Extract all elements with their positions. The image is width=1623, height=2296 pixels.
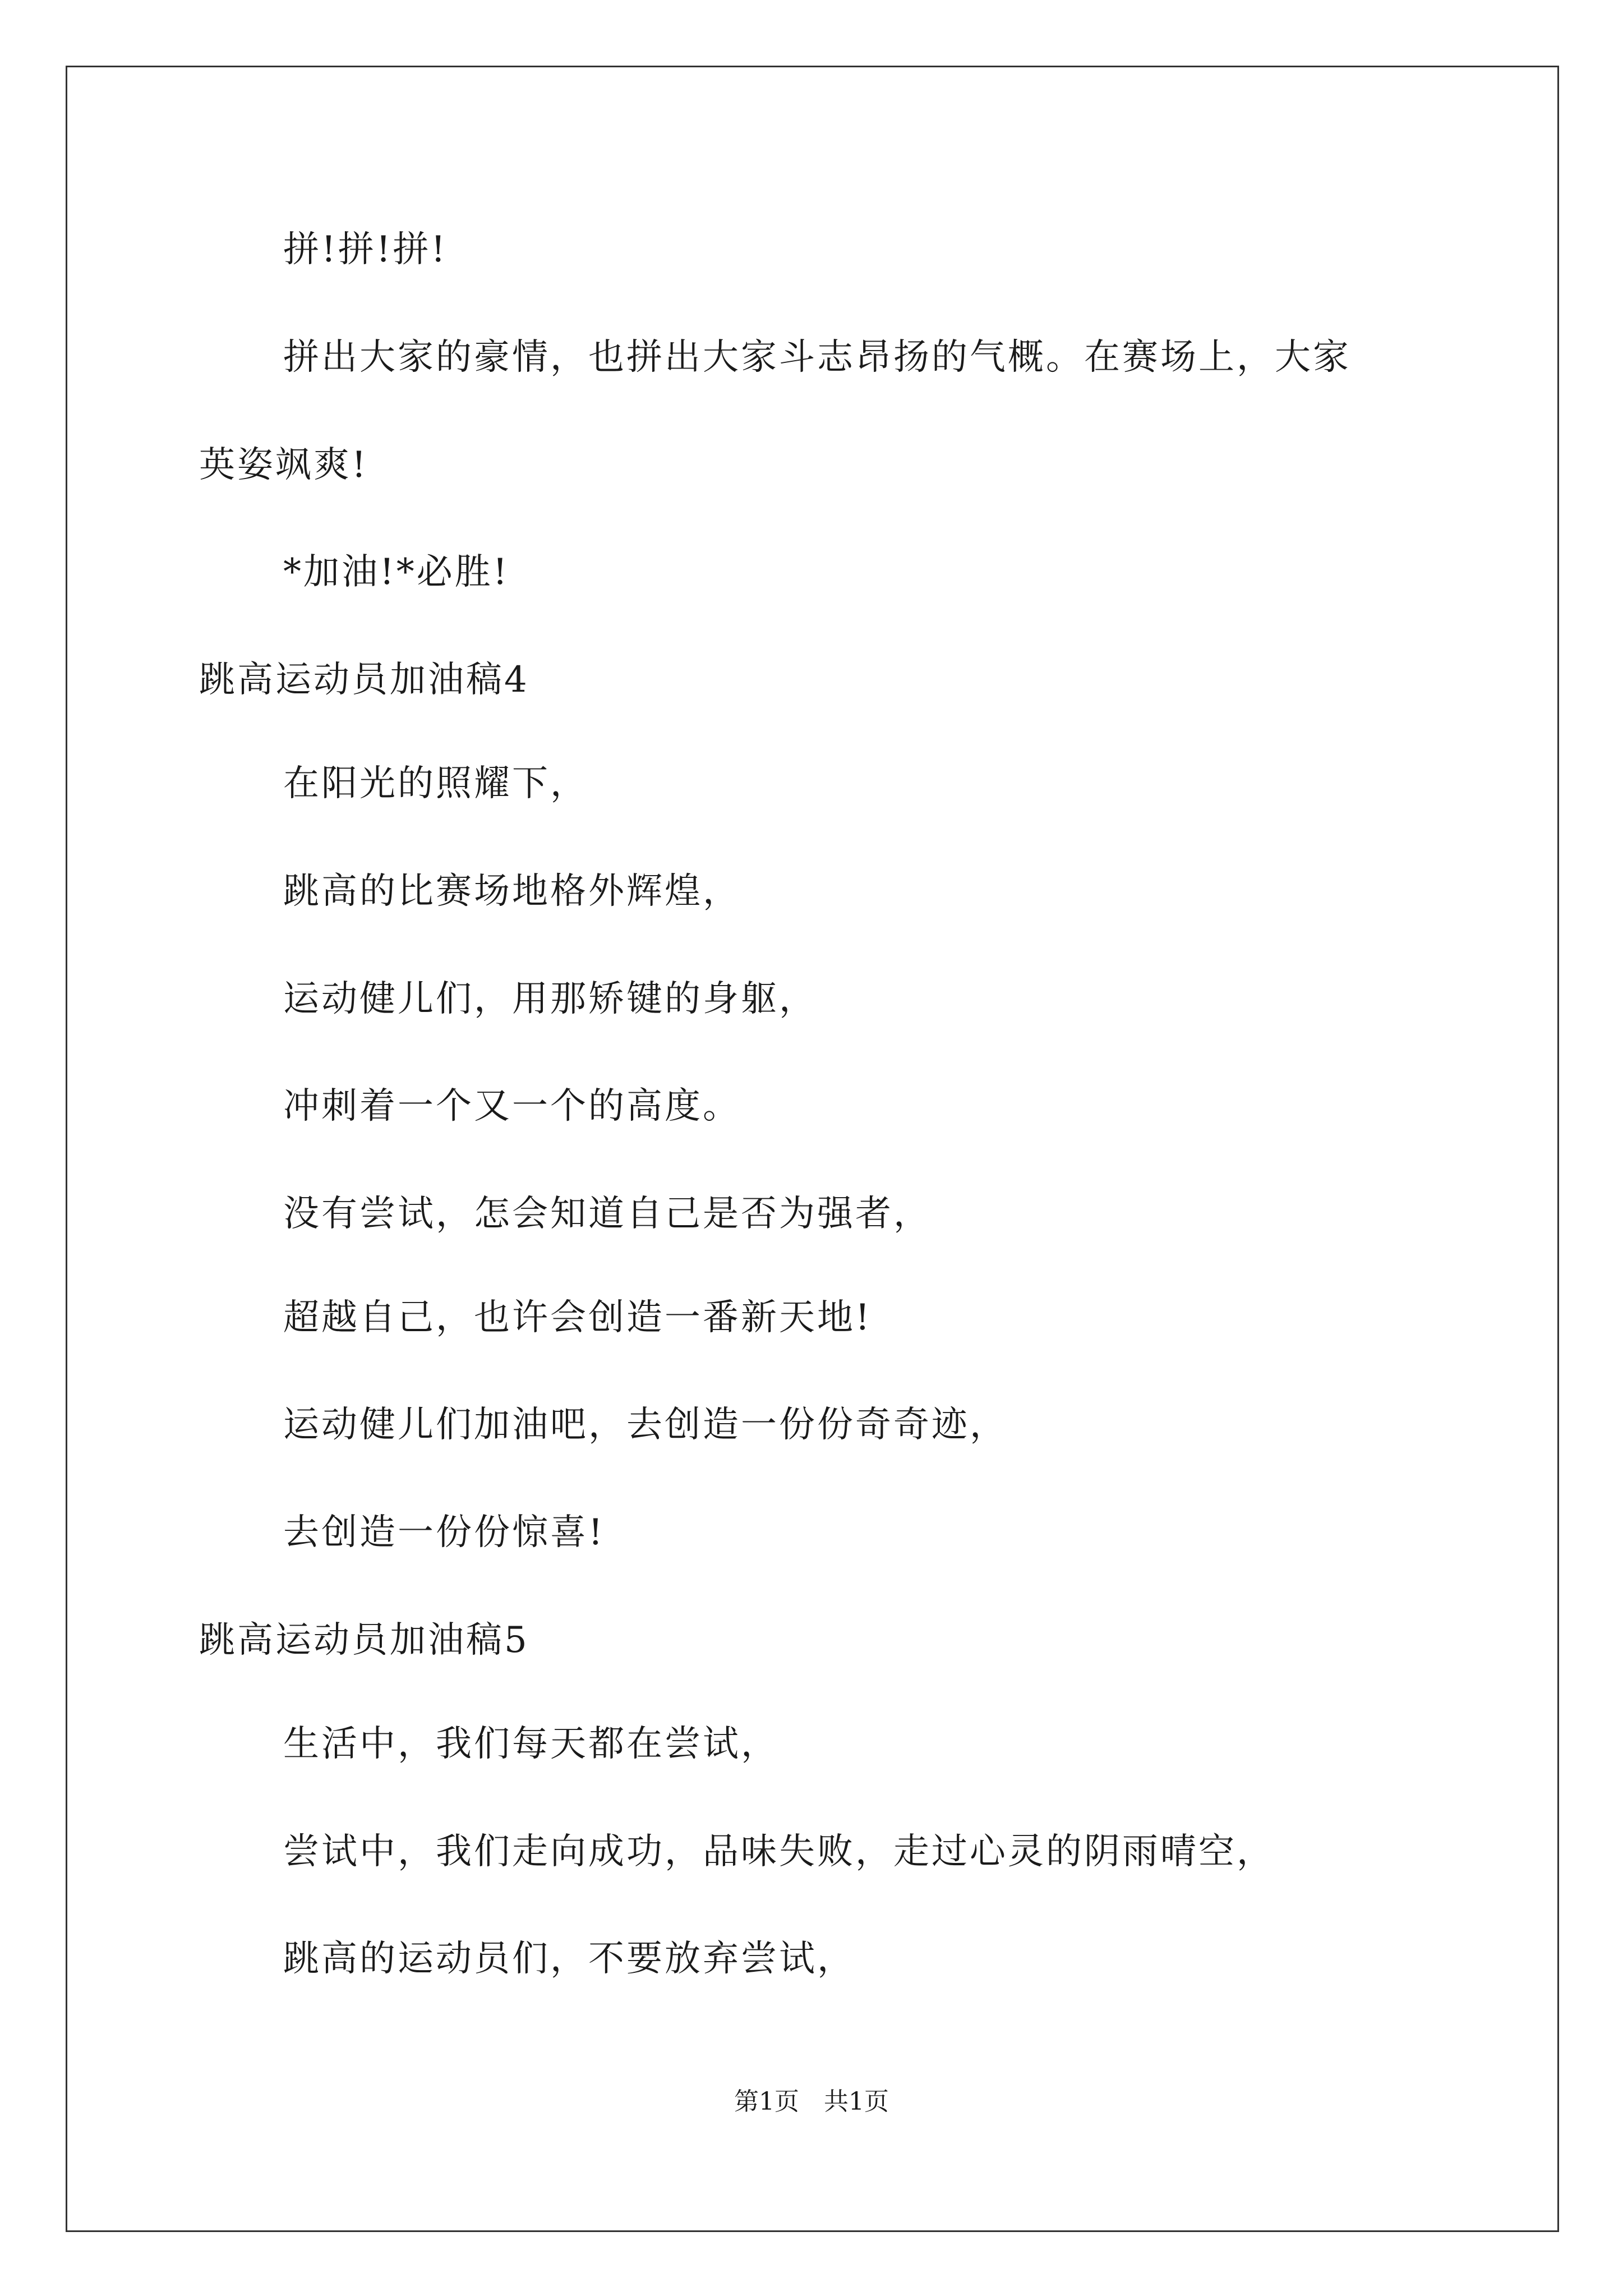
page-number-footer: 第1页 共1页 [734, 2087, 889, 2116]
text-line: 在阳光的照耀下， [283, 763, 588, 804]
text-line: 没有尝试，怎会知道自己是否为强者， [283, 1193, 932, 1235]
text-line: 跳高的运动员们，不要放弃尝试， [283, 1938, 855, 1980]
text-line: 超越自己，也许会创造一番新天地! [283, 1297, 872, 1338]
text-line: 去创造一份份惊喜! [283, 1512, 605, 1553]
text-line: 英姿飒爽! [199, 444, 368, 486]
text-line: 拼出大家的豪情，也拼出大家斗志昂扬的气概。在赛场上，大家 [283, 337, 1351, 378]
text-line: 跳高的比赛场地格外辉煌， [283, 871, 741, 912]
text-line: 拼!拼!拼! [283, 229, 448, 270]
text-line: 尝试中，我们走向成功，品味失败，走过心灵的阴雨晴空， [283, 1831, 1275, 1872]
text-line: 生活中，我们每天都在尝试， [283, 1723, 779, 1765]
text-line: 运动健儿们加油吧，去创造一份份奇奇迹， [283, 1404, 1008, 1446]
section-heading: 跳高运动员加油稿5 [199, 1619, 529, 1661]
text-line: 运动健儿们，用那矫键的身躯， [283, 978, 817, 1020]
text-line: *加油!*必胜! [283, 551, 510, 593]
page-border [66, 66, 1559, 2232]
section-heading: 跳高运动员加油稿4 [199, 659, 529, 701]
text-line: 冲刺着一个又一个的高度。 [283, 1085, 741, 1127]
